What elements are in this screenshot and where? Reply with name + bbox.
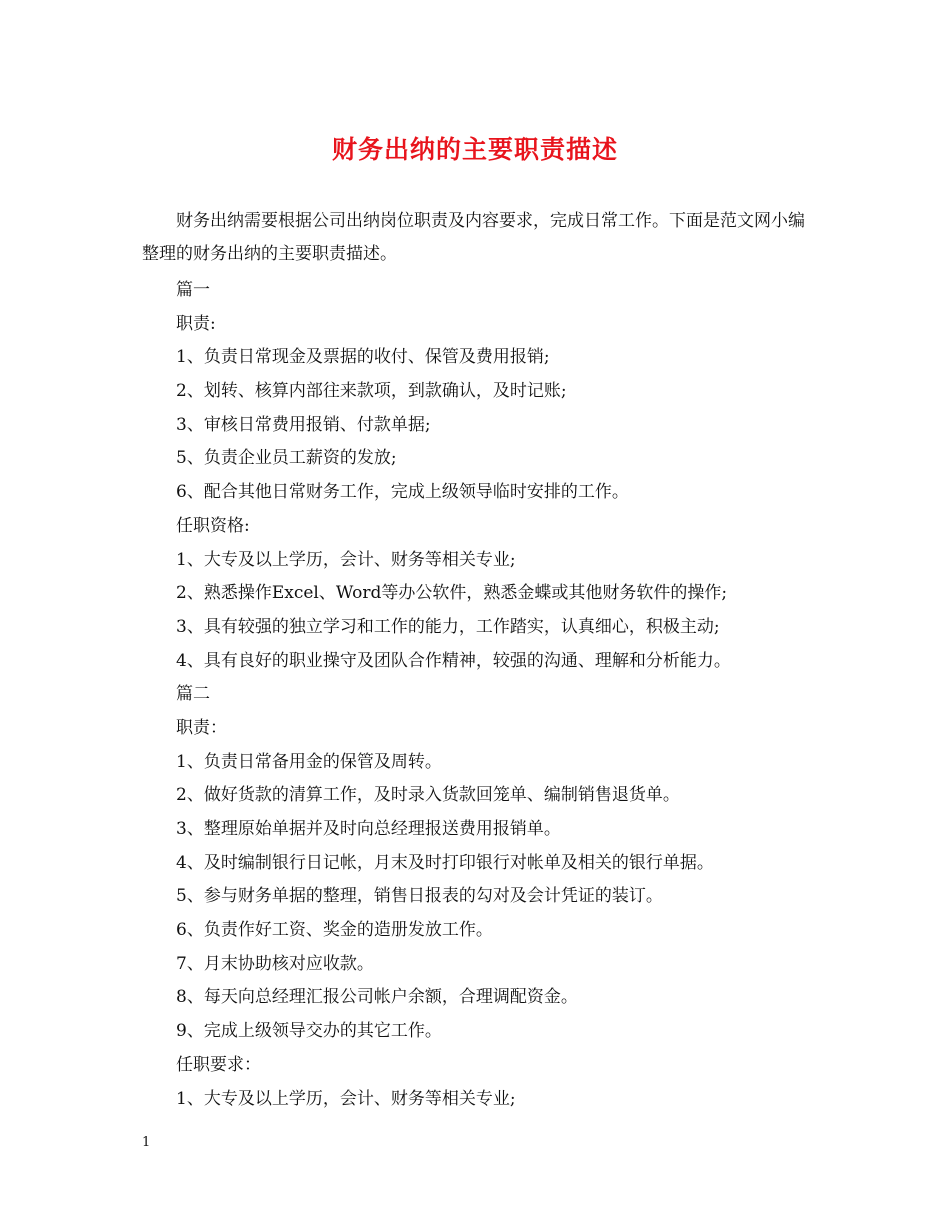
section-heading: 篇一 — [176, 280, 210, 300]
document-title: 财务出纳的主要职责描述 — [331, 135, 618, 164]
subheading: 职责： — [176, 717, 227, 738]
body-lines — [176, 274, 816, 1116]
list-item: 5、参与财务单据的整理，销售日报表的勾对及会计凭证的装订。 — [176, 886, 663, 907]
list-item: 1、大专及以上学历，会计、财务等相关专业; — [176, 1088, 516, 1109]
subheading: 任职要求： — [176, 1054, 261, 1075]
subheading: 职责: — [176, 313, 216, 334]
list-item: 1、大专及以上学历，会计、财务等相关专业; — [176, 549, 516, 570]
list-item: 4、具有良好的职业操守及团队合作精神，较强的沟通、理解和分析能力。 — [176, 650, 731, 671]
list-item: 8、每天向总经理汇报公司帐户余额，合理调配资金。 — [176, 987, 578, 1008]
list-item: 6、负责作好工资、奖金的造册发放工作。 — [176, 920, 493, 941]
list-item: 3、整理原始单据并及时向总经理报送费用报销单。 — [176, 819, 561, 839]
list-item: 3、审核日常费用报销、付款单据; — [176, 414, 431, 435]
list-item: 1、负责日常现金及票据的收付、保管及费用报销; — [176, 347, 550, 368]
list-item: 7、月末协助核对应收款。 — [176, 953, 374, 974]
list-item: 2、划转、核算内部往来款项，到款确认，及时记账; — [176, 381, 567, 402]
list-item: 3、具有较强的独立学习和工作的能力，工作踏实，认真细心，积极主动; — [176, 616, 720, 637]
list-item: 5、负责企业员工薪资的发放; — [176, 448, 397, 469]
list-item: 1、负责日常备用金的保管及周转。 — [176, 751, 442, 772]
list-item: 9、完成上级领导交办的其它工作。 — [176, 1021, 442, 1042]
list-item: 4、及时编制银行日记帐，月末及时打印银行对帐单及相关的银行单据。 — [176, 852, 714, 873]
page-number: 1 — [142, 1135, 151, 1150]
subheading: 任职资格: — [176, 515, 250, 536]
list-item: 6、配合其他日常财务工作，完成上级领导临时安排的工作。 — [176, 482, 629, 503]
list-item: 2、做好货款的清算工作，及时录入货款回笼单、编制销售退货单。 — [176, 785, 680, 806]
intro-paragraph: 财务出纳需要根据公司出纳岗位职责及内容要求，完成日常工作。下面是范文网小编整理的财务出纳的主要职责描述。 — [142, 211, 805, 264]
section-heading: 篇二 — [176, 684, 210, 705]
list-item: 2、熟悉操作Excel、Word等办公软件，熟悉金蝶或其他财务软件的操作; — [176, 583, 728, 604]
